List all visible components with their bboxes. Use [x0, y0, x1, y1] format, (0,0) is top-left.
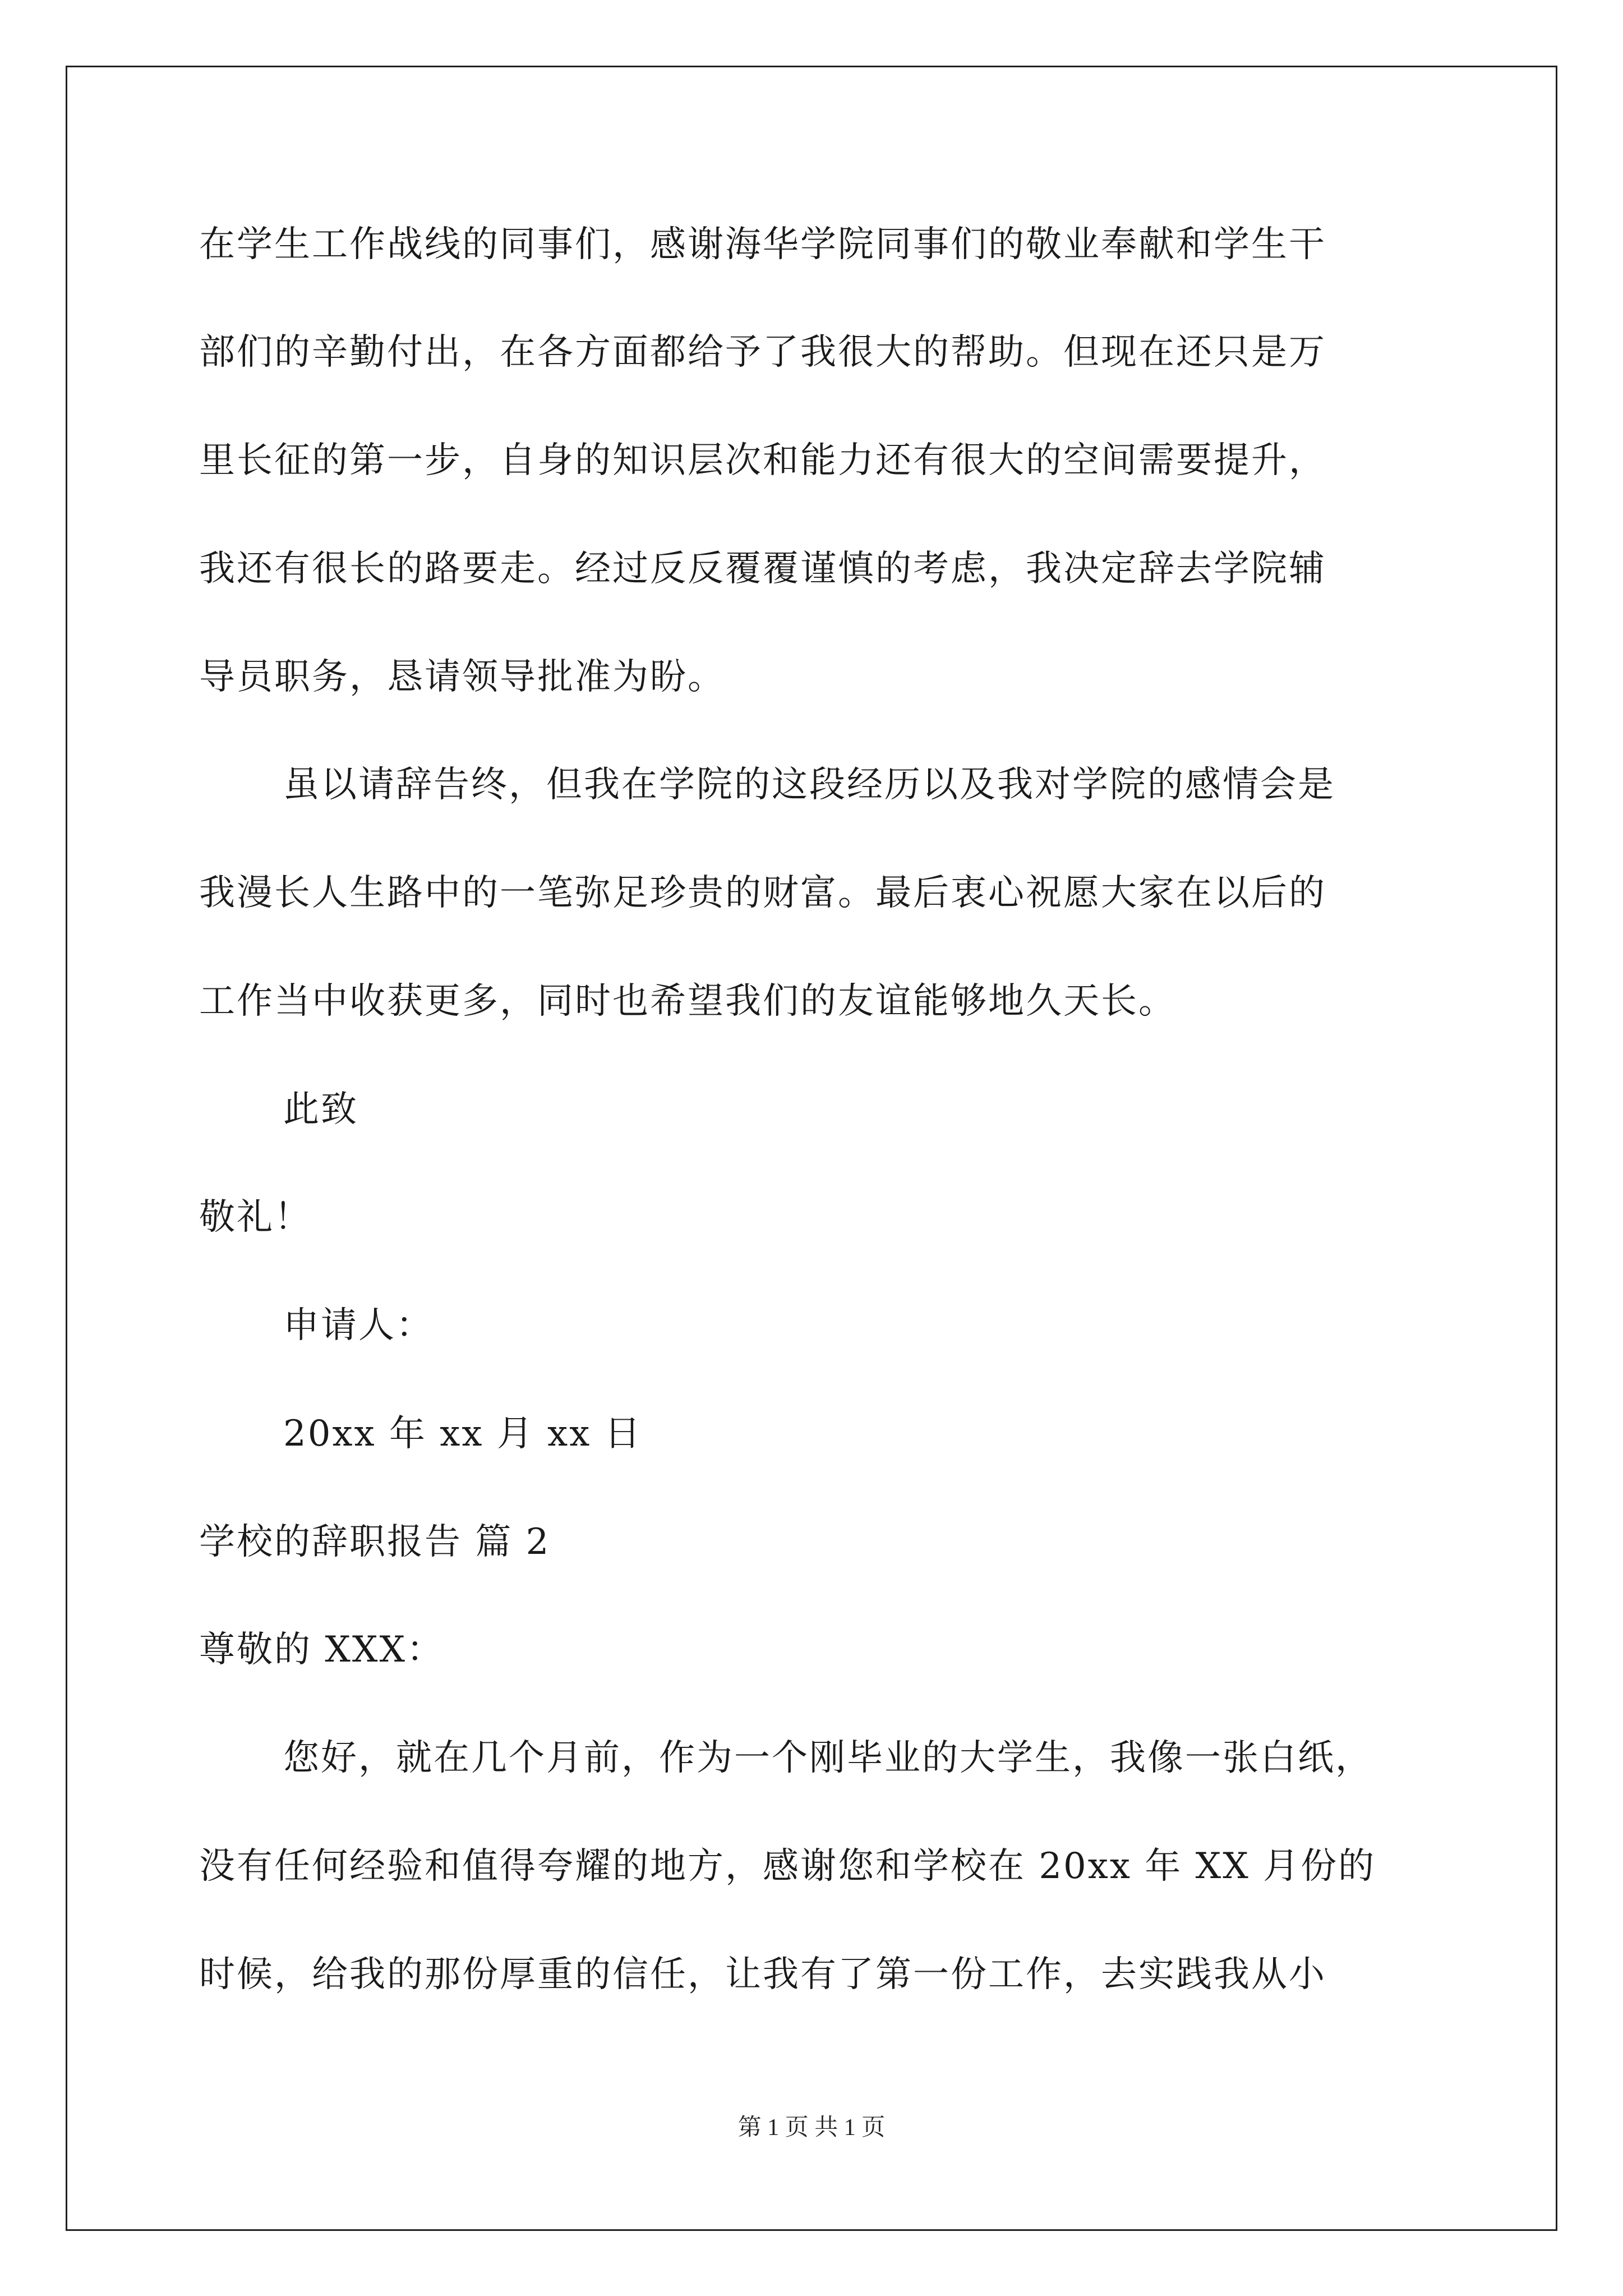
paragraph-line: 虽以请辞告终，但我在学院的这段经历以及我对学院的感情会是 [283, 764, 1335, 806]
greeting-line: 尊敬的 XXX： [199, 1629, 445, 1671]
paragraph-line: 您好，就在几个月前，作为一个刚毕业的大学生，我像一张白纸， [283, 1737, 1373, 1779]
paragraph-line: 部们的辛勤付出，在各方面都给予了我很大的帮助。但现在还只是万 [199, 332, 1326, 373]
salutation-line: 敬礼！ [199, 1197, 312, 1238]
paragraph-line: 我漫长人生路中的一笔弥足珍贵的财富。最后衷心祝愿大家在以后的 [199, 872, 1326, 914]
date-line: 20xx 年 xx 月 xx 日 [283, 1413, 642, 1455]
page-border [66, 66, 1557, 2231]
paragraph-line: 里长征的第一步，自身的知识层次和能力还有很大的空间需要提升， [199, 440, 1326, 481]
closing-line: 此致 [283, 1089, 358, 1130]
paragraph-line: 在学生工作战线的同事们，感谢海华学院同事们的敬业奉献和学生干 [199, 224, 1326, 265]
paragraph-line: 没有任何经验和值得夸耀的地方，感谢您和学校在 20xx 年 XX 月份的 [199, 1846, 1376, 1887]
page-footer: 第 1 页 共 1 页 [737, 2115, 886, 2141]
paragraph-line: 导员职务，恳请领导批准为盼。 [199, 656, 725, 698]
section-heading: 学校的辞职报告 篇 2 [199, 1521, 551, 1563]
paragraph-line: 工作当中收获更多，同时也希望我们的友谊能够地久天长。 [199, 981, 1176, 1022]
paragraph-line: 我还有很长的路要走。经过反反覆覆谨慎的考虑，我决定辞去学院辅 [199, 548, 1326, 590]
paragraph-line: 时候，给我的那份厚重的信任，让我有了第一份工作，去实践我从小 [199, 1954, 1326, 1995]
applicant-line: 申请人： [283, 1305, 434, 1346]
